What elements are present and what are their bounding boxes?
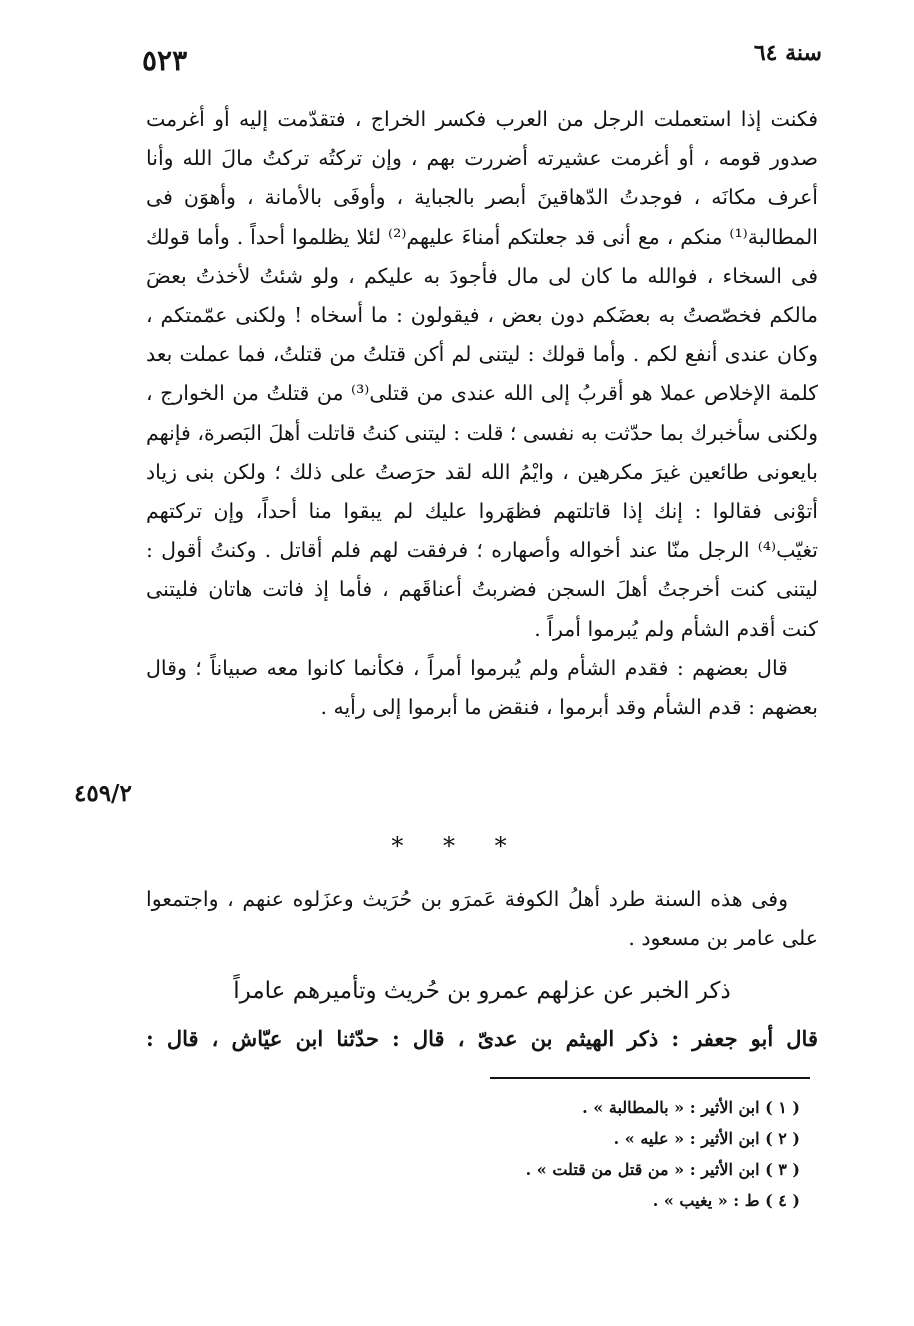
footnote-item: ( ١ ) ابن الأثير : « بالمطالبة » .	[582, 1098, 800, 1117]
section-text	[146, 880, 818, 958]
footnote-item: ( ٣ ) ابن الأثير : « من قتل من قتلت » .	[525, 1160, 800, 1179]
running-title: سنة ٦٤	[753, 40, 822, 66]
page-number: ٥٢٣	[142, 44, 188, 77]
footnote-rule	[490, 1077, 810, 1079]
paragraph-main: فكنت إذا استعملت الرجل من العرب فكسر الخراج ، فتقدّمت إليه أو أغرمت صدور قومه ، أو أغرمت عشيرته أضررت بهم ، وإن تركتُه تركتُ مالَ الله وأنا أعرف مكانَه ، فوجدتُ الدّهاقينَ أبصر بالجباية ، وأوفَى بالأمانة ، وأهوَن فى المطالبة⁽¹⁾ منكم ، مع أنى قد جعلتكم أمناءَ عليهم⁽²⁾ لئلا يظلموا أحداً . وأما قولك فى السخاء ، فوالله ما كان لى مال فأجودَ به عليكم ، ولو شئتُ لأخذتُ بعضَ مالكم فخصّصتُ به بعضَكم دون بعض ، فيقولون : ما أسخاه ! ولكنى عمّمتكم ، وكان عندى أنفع لكم . وأما قولك : ليتنى لم أكن قتلتُ من قتلتُ، فما عملت بعد كلمة الإخلاص عملا هو أقربُ إلى الله عندى من قتلى⁽³⁾ من قتلتُ من الخوارج ، ولكنى سأخبرك بما حدّثت به نفسى ؛ قلت : ليتنى كنتُ قاتلت أهلَ البَصرة، فإنهم بايعونى طائعين غيرَ مكرهين ، وايْمُ الله لقد حرَصتُ على ذلك ؛ ولكن بنى زياد أتوْنى فقالوا : إنك إذا قاتلتهم فظهَروا عليك لم يبقوا منا أحداً، وإن تركتهم تغيّب⁽⁴⁾ الرجل منّا عند أخواله وأصهاره ؛ فرفقت لهم فلم أقاتل . وكنتُ أقول : ليتنى كنت أخرجتُ أهلَ السجن فضربتُ أعناقَهم ، فأما إذ فاتت هاتان فليتنى كنت أقدم الشأم ولم يُبرموا أمراً .	[146, 107, 818, 641]
main-text	[146, 100, 818, 727]
paragraph-reports: قال بعضهم : فقدم الشأم ولم يُبرموا أمراً ، فكأنما كانوا معه صبياناً ؛ وقال بعضهم : قدم الشأم وقد أبرموا ، فنقض ما أبرموا إلى رأيه .	[146, 655, 818, 720]
section-heading: ذكر الخبر عن عزلهم عمرو بن حُريث وتأميرهم عامراً	[233, 978, 731, 1004]
footnote-item: ( ٤ ) ط : « يغيب » .	[652, 1191, 800, 1210]
margin-reference: ٤٥٩/٢	[74, 780, 132, 807]
opening-line: قال أبو جعفر : ذكر الهيثم بن عدىّ ، قال : حدّثنا ابن عيّاش ، قال :	[146, 1026, 818, 1051]
section-paragraph: وفى هذه السنة طرد أهلُ الكوفة عَمرَو بن حُرَيث وعزَلوه عنهم ، واجتمعوا على عامر بن مسعود .	[146, 887, 818, 951]
section-separator: * * *	[391, 832, 523, 860]
footnotes	[420, 1092, 800, 1216]
footnote-item: ( ٢ ) ابن الأثير : « عليه » .	[613, 1129, 800, 1148]
